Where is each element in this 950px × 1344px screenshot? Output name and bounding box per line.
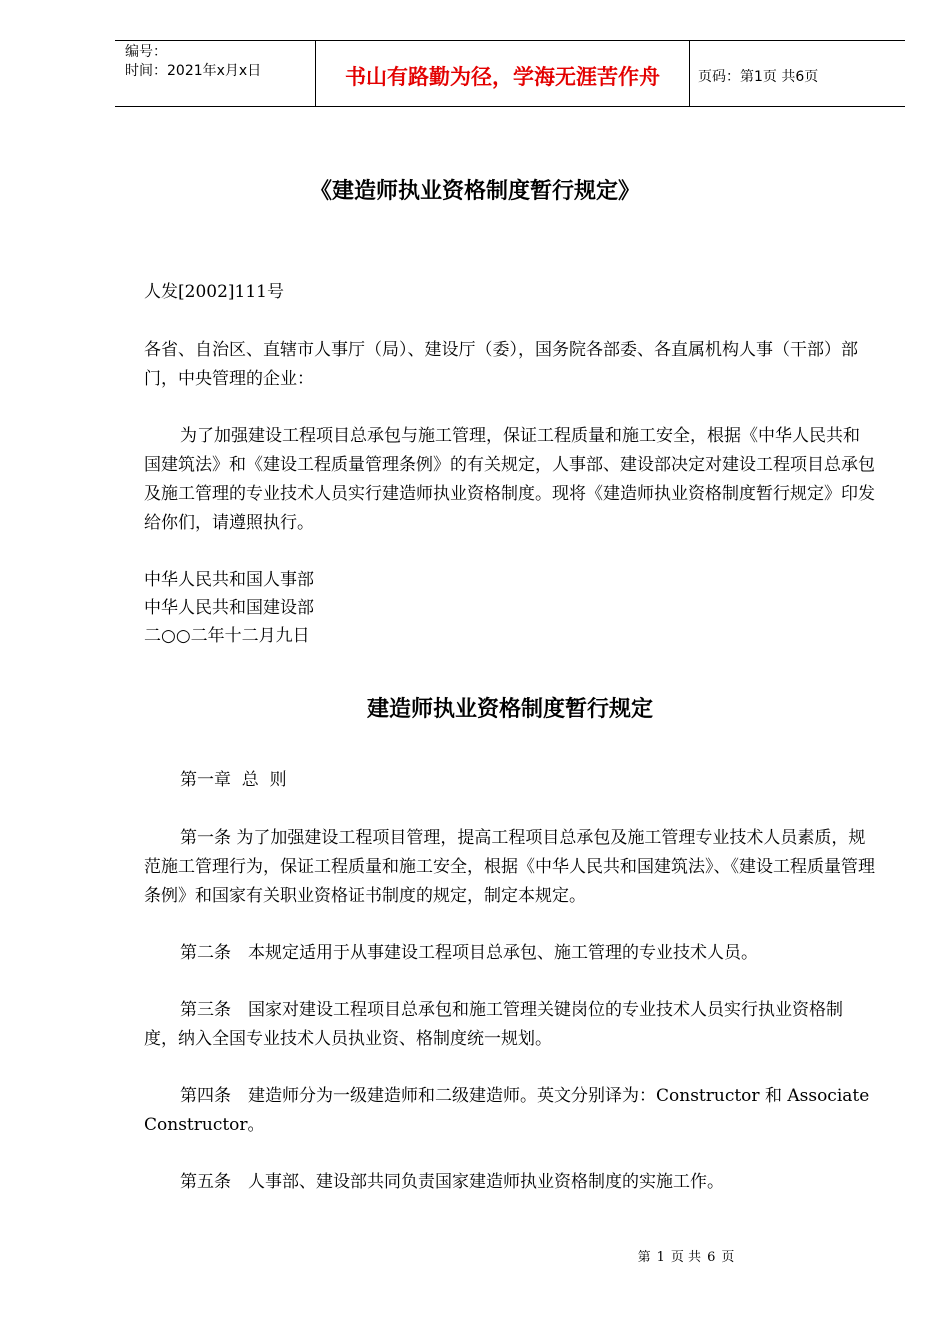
footer-page-suffix: 页 (721, 1250, 735, 1265)
article-5: 第五条 人事部、建设部共同负责国家建造师执业资格制度的实施工作。 (180, 1172, 724, 1192)
article-2: 第二条 本规定适用于从事建设工程项目总承包、施工管理的专业技术人员。 (180, 943, 758, 963)
header-motto: 书山有路勤为径，学海无涯苦作舟 (316, 41, 690, 106)
article-3: 第三条 国家对建设工程项目总承包和施工管理关键岗位的专业技术人员实行执业资格制度，纳入全国专业技术人员执业资、格制度统一规划。 (144, 1000, 843, 1049)
page-header (115, 40, 905, 107)
footer-total-pages: 6 (707, 1250, 716, 1265)
article-1: 第一条 为了加强建设工程项目管理，提高工程项目总承包及施工管理专业技术人员素质，规范施工管理行为，保证工程质量和施工安全，根据《中华人民共和国建筑法》、《建设工程质量管理条例》和国家有关职业资格证书制度的规定，制定本规定。 (144, 828, 875, 906)
doc-number: 人发[2002]111号 (144, 282, 284, 302)
issuer-construction: 中华人民共和国建设部 (144, 598, 314, 618)
document-title: 《建造师执业资格制度暂行规定》 (309, 179, 640, 204)
header-page-info: 页码：第1页 共6页 (698, 68, 819, 85)
footer-page-num: 1 (656, 1250, 665, 1265)
issue-date: 二○○二年十二月九日 (144, 626, 310, 646)
article-4: 第四条 建造师分为一级建造师和二级建造师。英文分别译为：Constructor 和 Associate Constructor。 (144, 1086, 870, 1135)
footer-page-label: 第 (637, 1250, 651, 1265)
footer-page-of: 页 共 (670, 1250, 702, 1265)
addressees: 各省、自治区、直辖市人事厅（局）、建设厅（委），国务院各部委、各直属机构人事（干部）部门，中央管理的企业： (144, 340, 858, 389)
regulation-subtitle: 建造师执业资格制度暂行规定 (366, 697, 653, 722)
header-meta (115, 41, 316, 106)
time-label: 时间：2021年x月x日 (125, 63, 262, 79)
number-label: 编号： (125, 44, 167, 60)
intro-paragraph: 为了加强建设工程项目总承包与施工管理，保证工程质量和施工安全，根据《中华人民共和国建筑法》和《建设工程质量管理条例》的有关规定，人事部、建设部决定对建设工程项目总承包及施工管理的专业技术人员实行建造师执业资格制度。现将《建造师执业资格制度暂行规定》印发给你们，请遵照执行。 (144, 426, 875, 533)
page-footer (0, 1246, 950, 1265)
chapter-heading: 第一章 总 则 (180, 770, 287, 790)
issuer-personnel: 中华人民共和国人事部 (144, 570, 314, 590)
